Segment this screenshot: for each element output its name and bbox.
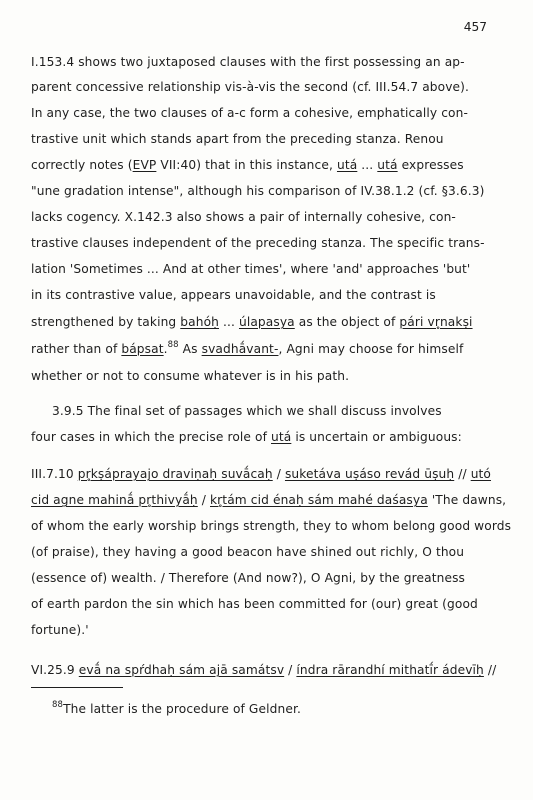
underlined-text: utá [336,158,358,172]
footnote-marker: 88 [52,700,64,710]
underlined-text: índra rārandhí mithatī́r ádevīḥ [296,663,484,677]
text-line: four cases in which the precise role of utá is uncertain or ambiguous: [31,430,462,444]
underlined-text: utá [377,158,398,172]
underlined-text: bápsat [121,342,164,356]
text-line: whether or not to consume whatever is in his path. [31,369,350,383]
text-line: trastive clauses independent of the preceding stanza. The specific trans- [31,236,485,250]
text-line: correctly notes (EVP VII:40) that in this instance, utá ... utá expresses [31,158,464,172]
underlined-text: pr̥kṣáprayajo draviṇaḥ suvā́caḥ [77,467,273,481]
text-line: In any case, the two clauses of a-c form a cohesive, emphatically con- [31,106,468,120]
underlined-text: EVP [132,158,157,172]
text-line: strengthened by taking bahóḥ ... úlapasya as the object of pári vr̥nakṣi [31,315,473,329]
underlined-text: cid agne mahinā́ pr̥thivyā́ḥ [31,493,198,507]
text-line: I.153.4 shows two juxtaposed clauses with the first possessing an ap- [31,55,465,69]
text-line: (essence of) wealth. / Therefore (And now?), O Agni, by the greatness [31,571,466,585]
text-line: (of praise), they having a good beacon have shined out richly, O thou [31,545,465,559]
underlined-text: svadhā́vant- [201,342,279,356]
text-line: rather than of bápsat.$^{88}$ As svadhā́vant-, Agni may choose for himself [31,340,464,356]
verse-line: cid agne mahinā́ pr̥thivyā́ḥ / kr̥tám cid énaḥ sám mahé daśasya 'The dawns, [31,493,507,507]
footnote-text: The latter is the procedure of Geldner. [63,702,301,716]
text-line: in its contrastive value, appears unavoidable, and the contrast is [31,288,436,302]
text-line: lation 'Sometimes ... And at other times', where 'and' approaches 'but' [31,262,471,276]
text-line: trastive unit which stands apart from the preceding stanza. Renou [31,132,444,146]
text-line: parent concessive relationship vis-à-vis the second (cf. III.54.7 above). [31,80,470,94]
page-number: 457 [463,20,487,34]
verse-line: III.7.10 pr̥kṣáprayajo draviṇaḥ suvā́caḥ / suketáva uṣáso revád ūṣuḥ // utó [31,467,492,481]
footnote-rule [31,687,123,688]
underlined-text: bahóḥ [180,315,219,329]
text-line: "une gradation intense", although his comparison of IV.38.1.2 (cf. §3.6.3) [31,184,485,198]
text-line: lacks cogency. X.142.3 also shows a pair of internally cohesive, con- [31,210,456,224]
underlined-text: úlapasya [238,315,295,329]
text-line: fortune).' [31,623,89,637]
underlined-text: kr̥tám cid énaḥ sám mahé daśasya [210,493,428,507]
footnote-ref: 88 [167,340,179,350]
underlined-text: utá [271,430,292,444]
underlined-text: evā́ na spŕdhaḥ sám ajā samátsv [78,663,285,677]
underlined-text: suketáva uṣáso revád ūṣuḥ [284,467,455,481]
footnote [52,702,301,716]
text-line: of whom the early worship brings strength, they to whom belong good words [31,519,512,533]
text-line: 3.9.5 The final set of passages which we shall discuss involves [52,404,442,418]
verse-line: VI.25.9 evā́ na spŕdhaḥ sám ajā samátsv / índra rārandhí mithatī́r ádevīḥ // [31,663,497,677]
underlined-text: utó [470,467,492,481]
text-line: of earth pardon the sin which has been committed for (our) great (good [31,597,478,611]
underlined-text: pári vr̥nakṣi [399,315,473,329]
